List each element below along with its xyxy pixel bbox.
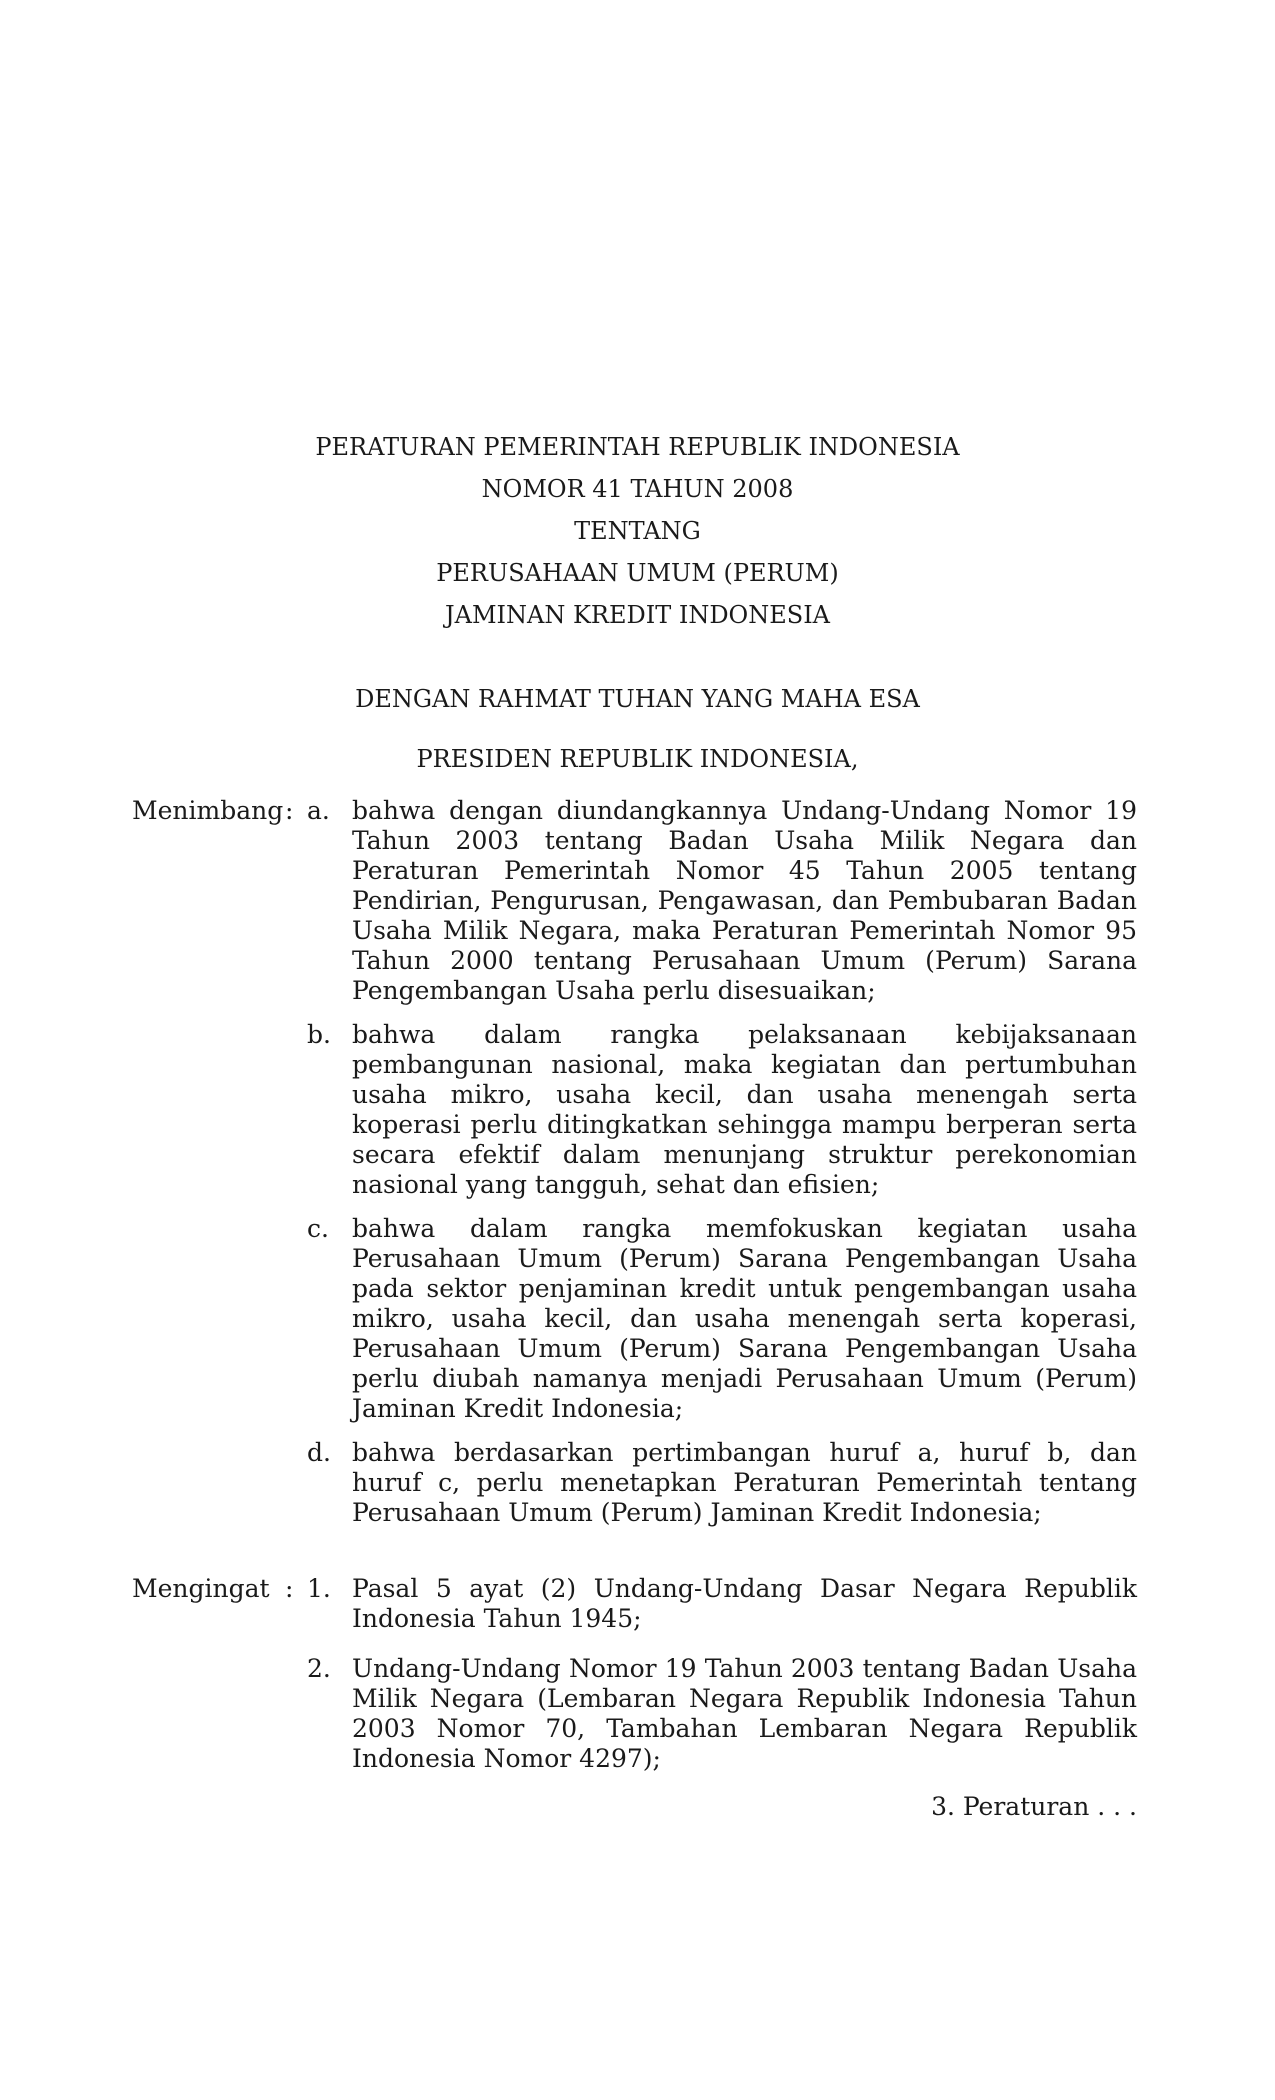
item-marker: d. bbox=[307, 1438, 331, 1467]
list-item bbox=[307, 1574, 1137, 1634]
item-text: bahwa dengan diundangkannya Undang-Undang Nomor 19 Tahun 2003 tentang Badan Usaha Milik Negara dan Peraturan Pemerintah Nomor 45 Tahun 2005 tentang Pendirian, Pengurusan, Pengawasan, dan Pembubaran Badan Usaha Milik Negara, maka Peraturan Pemerintah Nomor 95 Tahun 2000 tentang Perusahaan Umum (Perum) Sarana Pengembangan Usaha perlu disesuaikan; bbox=[352, 796, 1137, 1005]
item-marker: 1. bbox=[307, 1574, 331, 1603]
considering-label: Menimbang bbox=[132, 796, 284, 825]
legal-basis-label: Mengingat bbox=[132, 1574, 270, 1603]
list-item bbox=[307, 796, 1137, 1006]
item-text: bahwa dalam rangka memfokuskan kegiatan usaha Perusahaan Umum (Perum) Sarana Pengembangan Usaha pada sektor penjaminan kredit untuk pengembangan usaha mikro, usaha kecil, dan usaha menengah serta koperasi, Perusahaan Umum (Perum) Sarana Pengembangan Usaha perlu diubah namanya menjadi Perusahaan Umum (Perum) Jaminan Kredit Indonesia; bbox=[352, 1214, 1137, 1423]
grace-motto: DENGAN RAHMAT TUHAN YANG MAHA ESA bbox=[355, 685, 920, 713]
list-item bbox=[307, 1438, 1137, 1528]
item-text: Pasal 5 ayat (2) Undang-Undang Dasar Negara Republik Indonesia Tahun 1945; bbox=[352, 1574, 1137, 1633]
item-text: Undang-Undang Nomor 19 Tahun 2003 tentang Badan Usaha Milik Negara (Lembaran Negara Republik Indonesia Tahun 2003 Nomor 70, Tambahan Lembaran Negara Republik Indonesia Nomor 4297); bbox=[352, 1654, 1137, 1773]
title-line-regulation: PERATURAN PEMERINTAH REPUBLIK INDONESIA bbox=[315, 433, 960, 461]
list-item bbox=[307, 1020, 1137, 1200]
president-salutation: PRESIDEN REPUBLIK INDONESIA, bbox=[416, 745, 859, 773]
item-text: bahwa berdasarkan pertimbangan huruf a, huruf b, dan huruf c, perlu menetapkan Peraturan Pemerintah tentang Perusahaan Umum (Perum) Jaminan Kredit Indonesia; bbox=[352, 1438, 1137, 1527]
title-line-company-name: JAMINAN KREDIT INDONESIA bbox=[444, 601, 831, 629]
item-text: bahwa dalam rangka pelaksanaan kebijaksanaan pembangunan nasional, maka kegiatan dan pertumbuhan usaha mikro, usaha kecil, dan usaha menengah serta koperasi perlu ditingkatkan sehingga mampu berperan serta secara efektif dalam menunjang struktur perekonomian nasional yang tangguh, sehat dan efisien; bbox=[352, 1020, 1137, 1199]
item-marker: b. bbox=[307, 1020, 331, 1049]
title-line-about: TENTANG bbox=[574, 517, 701, 545]
considering-separator: : bbox=[285, 796, 294, 825]
list-item bbox=[307, 1214, 1137, 1424]
item-marker: c. bbox=[307, 1214, 329, 1243]
item-marker: a. bbox=[307, 796, 330, 825]
considering-items bbox=[307, 796, 1137, 1528]
item-marker: 2. bbox=[307, 1654, 331, 1683]
legal-basis-items bbox=[307, 1574, 1137, 1794]
document-title-block bbox=[0, 426, 1275, 636]
title-line-company: PERUSAHAAN UMUM (PERUM) bbox=[436, 559, 839, 587]
list-item bbox=[307, 1654, 1137, 1774]
page-continuation-mark: 3. Peraturan . . . bbox=[931, 1792, 1137, 1821]
legal-basis-separator: : bbox=[285, 1574, 294, 1603]
title-line-number: NOMOR 41 TAHUN 2008 bbox=[481, 475, 794, 503]
